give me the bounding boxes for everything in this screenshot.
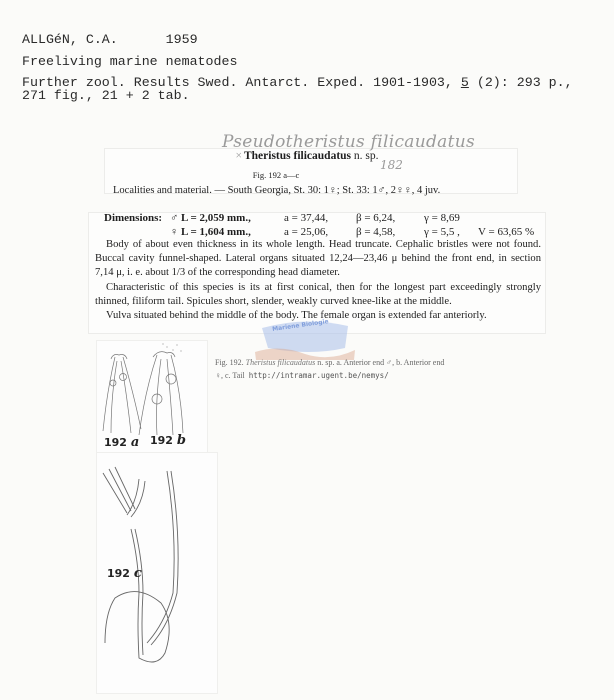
- caption-species: Theristus filicaudatus: [245, 358, 316, 367]
- reference-line-2: 271 fig., 21 + 2 tab.: [22, 88, 190, 103]
- figure-reference: Fig. 192 a—c: [252, 170, 300, 180]
- card-reference: Further zool. Results Swed. Antarct. Exped. 1901-1903, 5 (2): 293 p., 271 fig., 21 + 2 tab.: [22, 75, 573, 103]
- species-heading: [0, 150, 614, 162]
- description-paragraph-2: Characteristic of this species is its at first conical, then for the longest part exceedingly strongly thinned, filiform tail. Spicules short, slender, weakly curved knee-like at the middle.: [95, 281, 541, 307]
- species-name: Theristus filicaudatus: [243, 150, 352, 162]
- watermark-text: Mariene Biologie: [271, 318, 330, 333]
- description-paragraph-3: Vulva situated behind the middle of the body. The female organ is extended far anteriorly.: [106, 310, 487, 322]
- figure-caption: Fig. 192. Theristus filicaudatus n. sp. a. Anterior end ♂, b. Anterior end ♀, c. Tail http://intramar.ugent.be/nemys/: [215, 358, 445, 380]
- localities-text: Localities and material. — South Georgia, St. 30: 1♀; St. 33: 1♂, 2♀♀, 4 juv.: [113, 185, 441, 196]
- label-192b: 192 b: [150, 433, 186, 448]
- dimensions-female-row: ♀ L = 1,604 mm., a = 25,06, β = 4,58, γ = 5,5 , V = 63,65 %: [170, 226, 535, 238]
- dimensions-block: [104, 211, 534, 239]
- source-url-link[interactable]: http://intramar.ugent.be/nemys/: [248, 371, 389, 380]
- card-author-line: [22, 33, 198, 46]
- volume-number: 5: [460, 75, 469, 90]
- handwritten-revised-name: Pseudotheristus filicaudatus: [222, 132, 475, 152]
- card-title: Freeliving marine nematodes: [22, 54, 238, 69]
- dimensions-male-row: Dimensions: ♂ L = 2,059 mm., a = 37,44, β = 6,24, γ = 8,69: [104, 212, 460, 224]
- female-symbol: ♀: [170, 226, 179, 238]
- description-text: [95, 238, 541, 323]
- cross-mark-icon: ×: [235, 150, 242, 162]
- male-symbol: ♂: [170, 212, 179, 224]
- dimensions-label: Dimensions:: [104, 212, 163, 224]
- author: ALLGéN, C.A.: [22, 32, 118, 47]
- label-192c: 192 c: [107, 566, 142, 581]
- handwritten-number: 182: [380, 158, 403, 172]
- species-status: n. sp.: [351, 150, 379, 162]
- year: 1959: [165, 32, 198, 47]
- description-paragraph-1: Body of about even thickness in its whole length. Head truncate. Cephalic bristles were not found. Buccal cavity funnel-shaped. Lateral organs situated 12,24—23,46 μ behind the front end, in section 7,14 μ, i. e. about 1/3 of the corresponding head diameter.: [95, 239, 541, 279]
- label-192a: 192 a: [104, 435, 140, 450]
